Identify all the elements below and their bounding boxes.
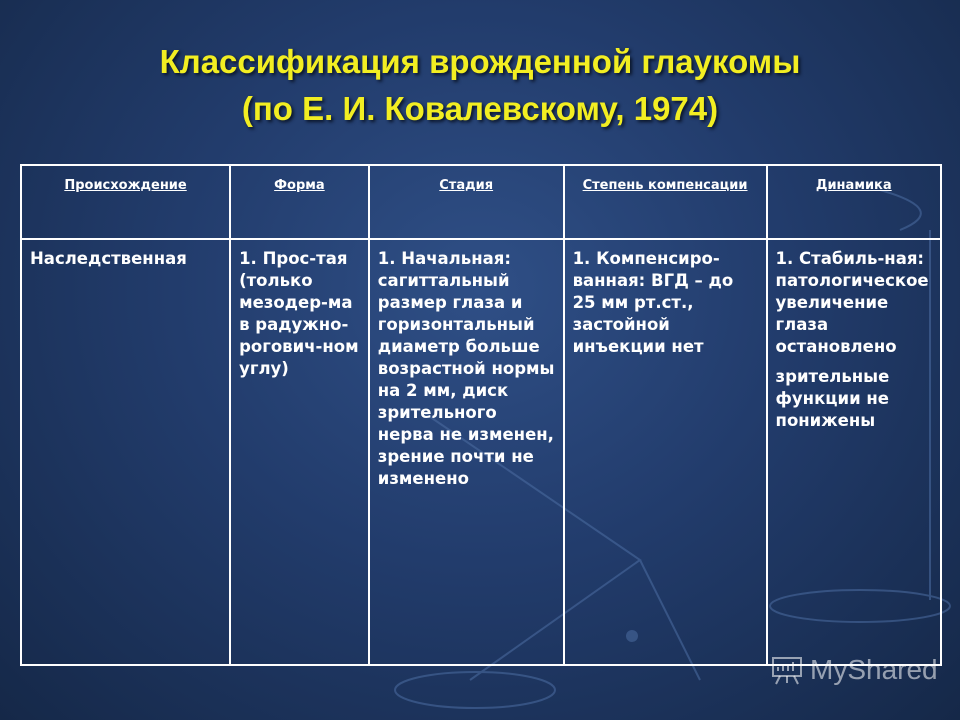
cell-compensation-text: 1. Компенсиро-ванная: ВГД – до 25 мм рт.ст., застойной инъекции нет	[572, 249, 734, 356]
table-row	[21, 239, 941, 665]
header-origin: Происхождение	[21, 165, 230, 239]
slide-title-line2: (по Е. И. Ковалевскому, 1974)	[241, 90, 719, 127]
watermark	[770, 654, 938, 686]
slide-title-line1: Классификация врожденной глаукомы	[159, 43, 801, 80]
cell-origin	[21, 239, 230, 665]
slide-title	[0, 38, 960, 132]
classification-table	[20, 164, 942, 666]
table-header-row	[21, 165, 941, 239]
header-dynamics: Динамика	[767, 165, 941, 239]
header-stage: Стадия	[369, 165, 564, 239]
cell-stage-text: 1. Начальная: сагиттальный размер глаза и горизонтальный диаметр больше возрастной нормы на 2 мм, диск зрительного нерва не изменен, зрение почти не изменено	[377, 249, 555, 488]
presentation-board-icon	[770, 655, 804, 685]
cell-origin-text: Наследственная	[30, 249, 187, 268]
cell-compensation	[564, 239, 767, 665]
cell-dynamics-text-2: зрительные функции не понижены	[775, 367, 890, 430]
cell-dynamics	[767, 239, 941, 665]
cell-dynamics-text-1: 1. Стабиль-ная: патологическое увеличение глаза остановлено	[775, 249, 929, 356]
watermark-text: MyShared	[810, 654, 938, 685]
cell-form-text: 1. Прос-тая (только мезодер-ма в радужно-рогович-ном углу)	[239, 249, 359, 378]
header-form: Форма	[230, 165, 369, 239]
cell-stage	[369, 239, 564, 665]
cell-form	[230, 239, 369, 665]
header-compensation: Степень компенсации	[564, 165, 767, 239]
